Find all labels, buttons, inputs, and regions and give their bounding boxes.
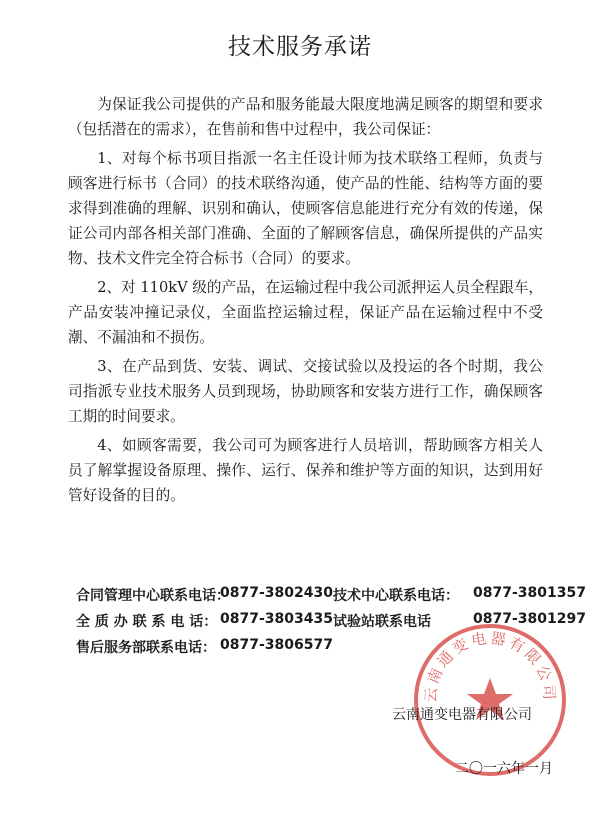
commitment-paragraph-3: 3、在产品到货、安装、调试、交接试验以及投运的各个时期，我公司指派专业技术服务人员到现场，协助顾客和安装方进行工作，确保顾客工期的时间要求。 bbox=[68, 358, 543, 425]
commitment-paragraph-2: 2、对 110kV 级的产品，在运输过程中我公司派押运人员全程跟车，产品安装冲撞记录仪，全面监控运输过程，保证产品在运输过程中不受潮、不漏油和不损伤。 bbox=[68, 279, 543, 346]
company-name: 云南通变电器有限公司 bbox=[392, 707, 532, 723]
contact-phone: 0877-3801297 bbox=[473, 611, 586, 627]
commitment-paragraph-4: 4、如顾客需要，我公司可为顾客进行人员培训，帮助顾客方相关人员了解掌握设备原理、操作、运行、保养和维护等方面的知识，达到用好管好设备的目的。 bbox=[68, 437, 543, 504]
contact-label: 售后服务部联系电话： bbox=[76, 640, 216, 656]
contact-label: 合同管理中心联系电话： bbox=[76, 588, 230, 604]
company-seal bbox=[410, 620, 570, 780]
contact-row bbox=[76, 585, 586, 611]
contact-label: 全 质 办 联 系 电 话： bbox=[76, 614, 218, 630]
commitment-paragraph-1: 1、对每个标书项目指派一名主任设计师为技术联络工程师，负责与顾客进行标书（合同）的技术联络沟通，使产品的性能、结构等方面的要求得到准确的理解、识别和确认，使顾客信息能进行充分有效的传递，保证公司内部各相关部门准确、全面的了解顾客信息，确保所提供的产品实物、技术文件完全符合标书（合同）的要求。 bbox=[68, 150, 543, 267]
contact-phone: 0877-3801357 bbox=[473, 585, 586, 601]
seal-text-path: 云南通变电器有限公司 bbox=[421, 628, 559, 704]
intro-paragraph: 为保证我公司提供的产品和服务能最大限度地满足顾客的期望和要求（包括潜在的需求），在售前和售中过程中，我公司保证： bbox=[68, 96, 543, 138]
contact-phone: 0877-3806577 bbox=[220, 637, 333, 653]
document-body bbox=[68, 92, 543, 512]
document-title: 技术服务承诺 bbox=[228, 34, 372, 60]
contact-phone: 0877-3803435 bbox=[220, 611, 333, 627]
contact-phone: 0877-3802430 bbox=[220, 585, 333, 601]
contact-label: 试验站联系电话 bbox=[333, 614, 431, 630]
issue-date: 二〇一六年一月 bbox=[455, 761, 553, 777]
contact-label: 技术中心联系电话： bbox=[333, 588, 459, 604]
